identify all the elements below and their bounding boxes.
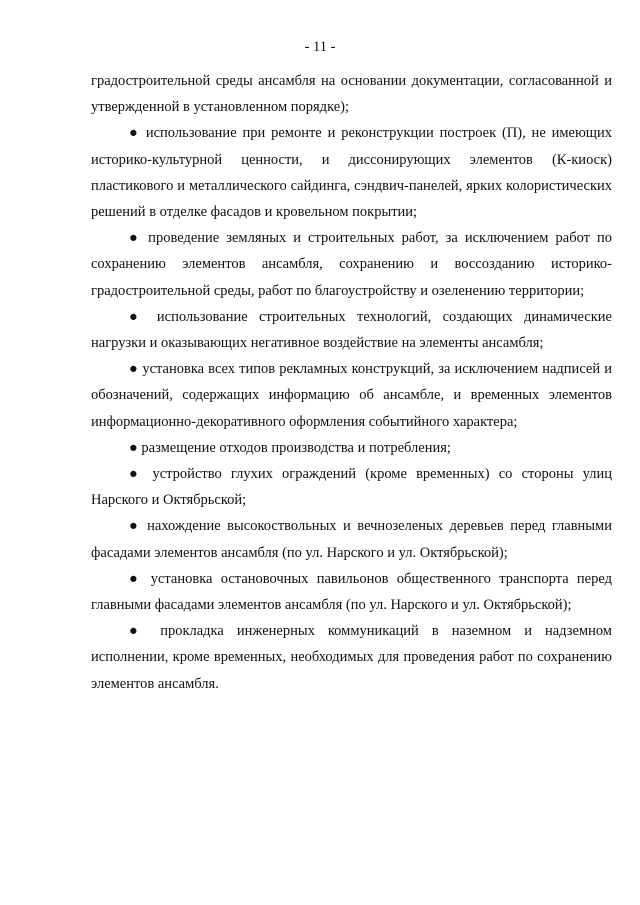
- bullet-paragraph-trees: ● нахождение высокоствольных и вечнозеленых деревьев перед главными фасадами элементов ансамбля (по ул. Нарского и ул. Октябрьской);: [91, 518, 612, 561]
- bullet-paragraph-repair-materials: ● использование при ремонте и реконструкции построек (П), не имеющих историко-культурной ценности, и диссонирующих элементов (К-киоск) пластикового и металлического сайдинга, сэндвич-панелей, ярких колористических решений в отделке фасадов и кровельном покрытии;: [91, 125, 612, 221]
- bullet-paragraph-waste: ● размещение отходов производства и потребления;: [129, 439, 451, 456]
- bullet-paragraph-construction-tech: ● использование строительных технологий, создающих динамические нагрузки и оказывающих негативное воздействие на элементы ансамбля;: [91, 308, 612, 352]
- bullet-paragraph-earthworks: ● проведение земляных и строительных работ, за исключением работ по сохранению элементов ансамбля, сохранению и воссозданию историко-градостроительной среды, работ по благоустройству и озеленению территории;: [91, 230, 612, 299]
- document-body: [91, 68, 612, 697]
- paragraph-continuation: градостроительной среды ансамбля на основании документации, согласованной и утвержденной в установленном порядке);: [91, 73, 612, 116]
- bullet-paragraph-fences: ● устройство глухих ограждений (кроме временных) со стороны улиц Нарского и Октябрьской;: [91, 466, 612, 509]
- bullet-paragraph-utilities: ● прокладка инженерных коммуникаций в наземном и надземном исполнении, кроме временных, необходимых для проведения работ по сохранению элементов ансамбля.: [91, 623, 612, 692]
- bullet-paragraph-bus-stops: ● установка остановочных павильонов общественного транспорта перед главными фасадами элементов ансамбля (по ул. Нарского и ул. Октябрьской);: [91, 570, 612, 614]
- page-number: - 11 -: [304, 39, 336, 55]
- bullet-paragraph-advertising: ● установка всех типов рекламных конструкций, за исключением надписей и обозначений, содержащих информацию об ансамбле, и временных элементов информационно-декоративного оформления событийного характера;: [91, 361, 612, 430]
